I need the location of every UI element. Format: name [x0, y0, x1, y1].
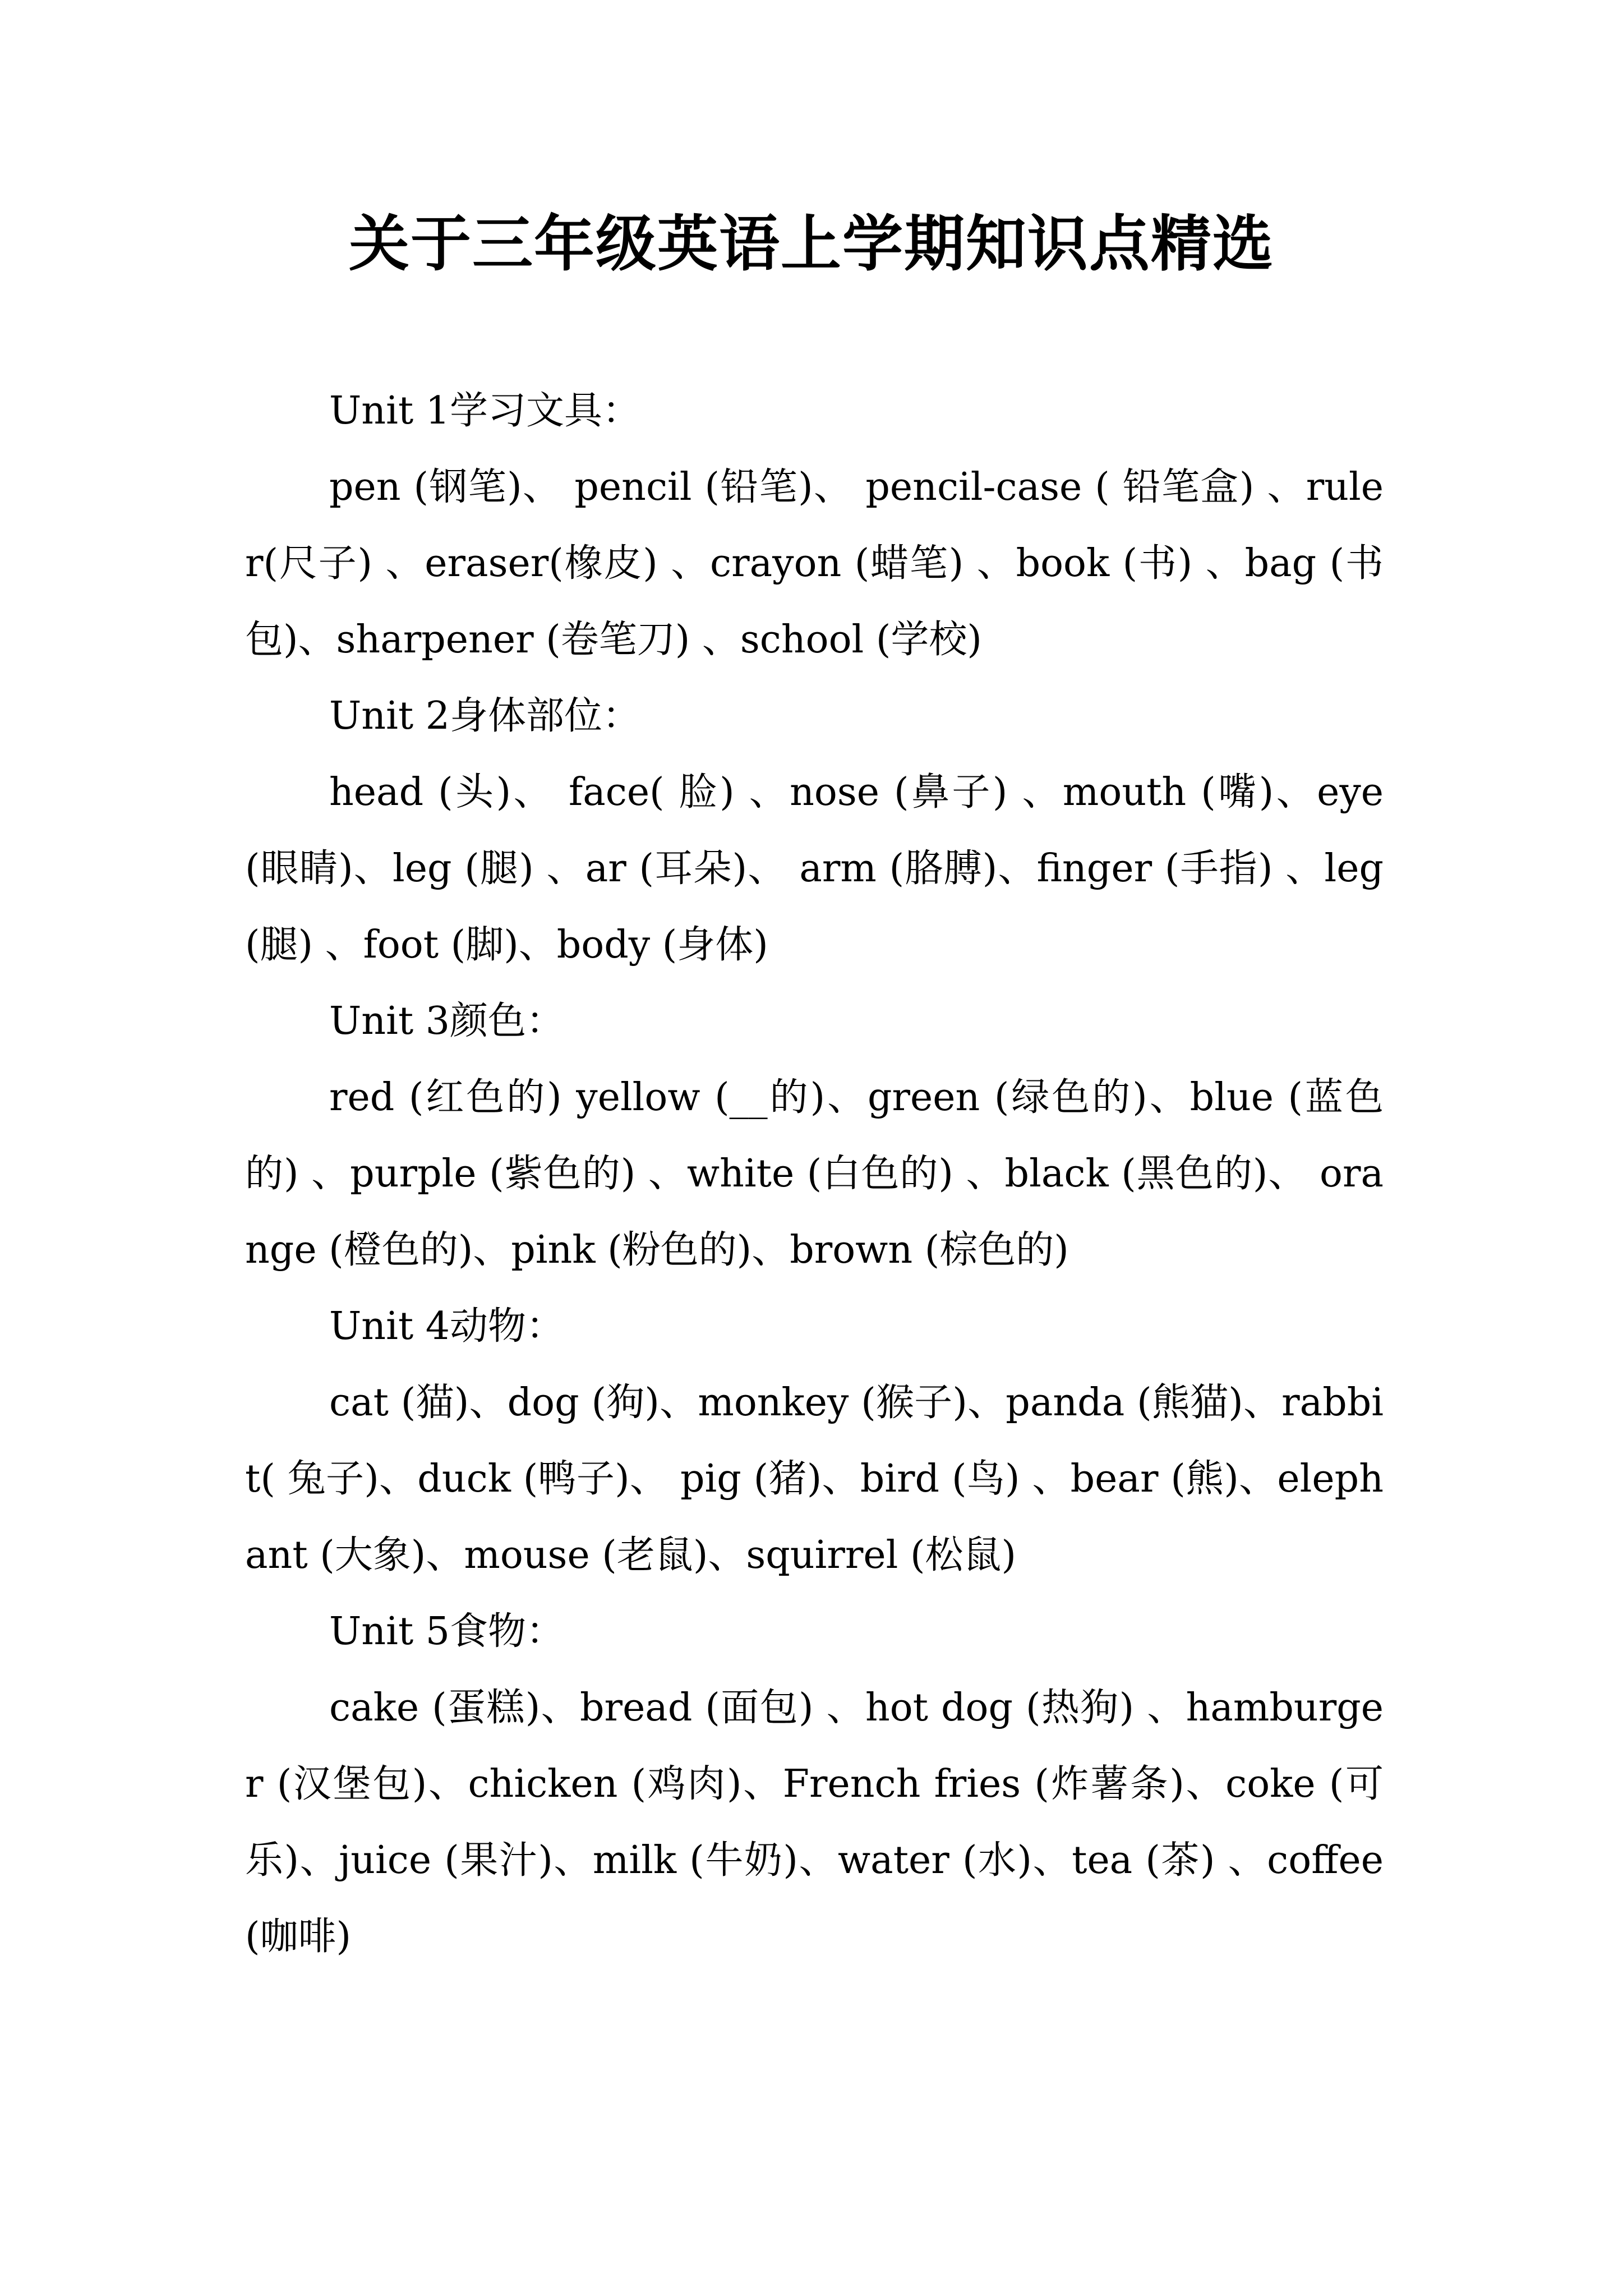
section-body-unit-2: head (头)、 face( 脸) 、nose (鼻子) 、mouth (嘴)、eye (眼睛)、leg (腿) 、ar (耳朵)、 arm (胳膊)、finger (手指) 、leg (腿) 、foot (脚)、body (身体): [245, 770, 1384, 967]
section-heading-unit-2: Unit 2身体部位：: [329, 694, 641, 738]
section-body-unit-5: cake (蛋糕)、bread (面包) 、hot dog (热狗) 、hamburger (汉堡包)、chicken (鸡肉)、French fries (炸薯条)、coke (可乐)、juice (果汁)、milk (牛奶)、water (水)、tea (茶) 、coffee (咖啡): [245, 1686, 1384, 1959]
section-heading-unit-1: Unit 1学习文具：: [329, 389, 641, 433]
document-content: [245, 373, 1384, 1975]
document-title: 关于三年级英语上学期知识点精选: [348, 209, 1274, 279]
section-body-unit-3: red (红色的) yellow (__的)、green (绿色的)、blue (蓝色的) 、purple (紫色的) 、white (白色的) 、black (黑色的)、 orange (橙色的)、pink (粉色的)、brown (棕色的): [245, 1075, 1384, 1272]
section-heading-unit-3: Unit 3颜色：: [329, 999, 565, 1043]
section-body-unit-1: pen (钢笔)、 pencil (铅笔)、 pencil-case ( 铅笔盒) 、ruler(尺子) 、eraser(橡皮) 、crayon (蜡笔) 、book (书) 、bag (书包)、sharpener (卷笔刀) 、school (学校): [245, 465, 1384, 662]
section-heading-unit-5: Unit 5食物：: [329, 1609, 565, 1654]
section-heading-unit-4: Unit 4动物：: [329, 1304, 565, 1349]
section-body-unit-4: cat (猫)、dog (狗)、monkey (猴子)、panda (熊猫)、rabbit( 兔子)、duck (鸭子)、 pig (猪)、bird (鸟) 、bear (熊)、elephant (大象)、mouse (老鼠)、squirrel (松鼠): [245, 1381, 1384, 1577]
